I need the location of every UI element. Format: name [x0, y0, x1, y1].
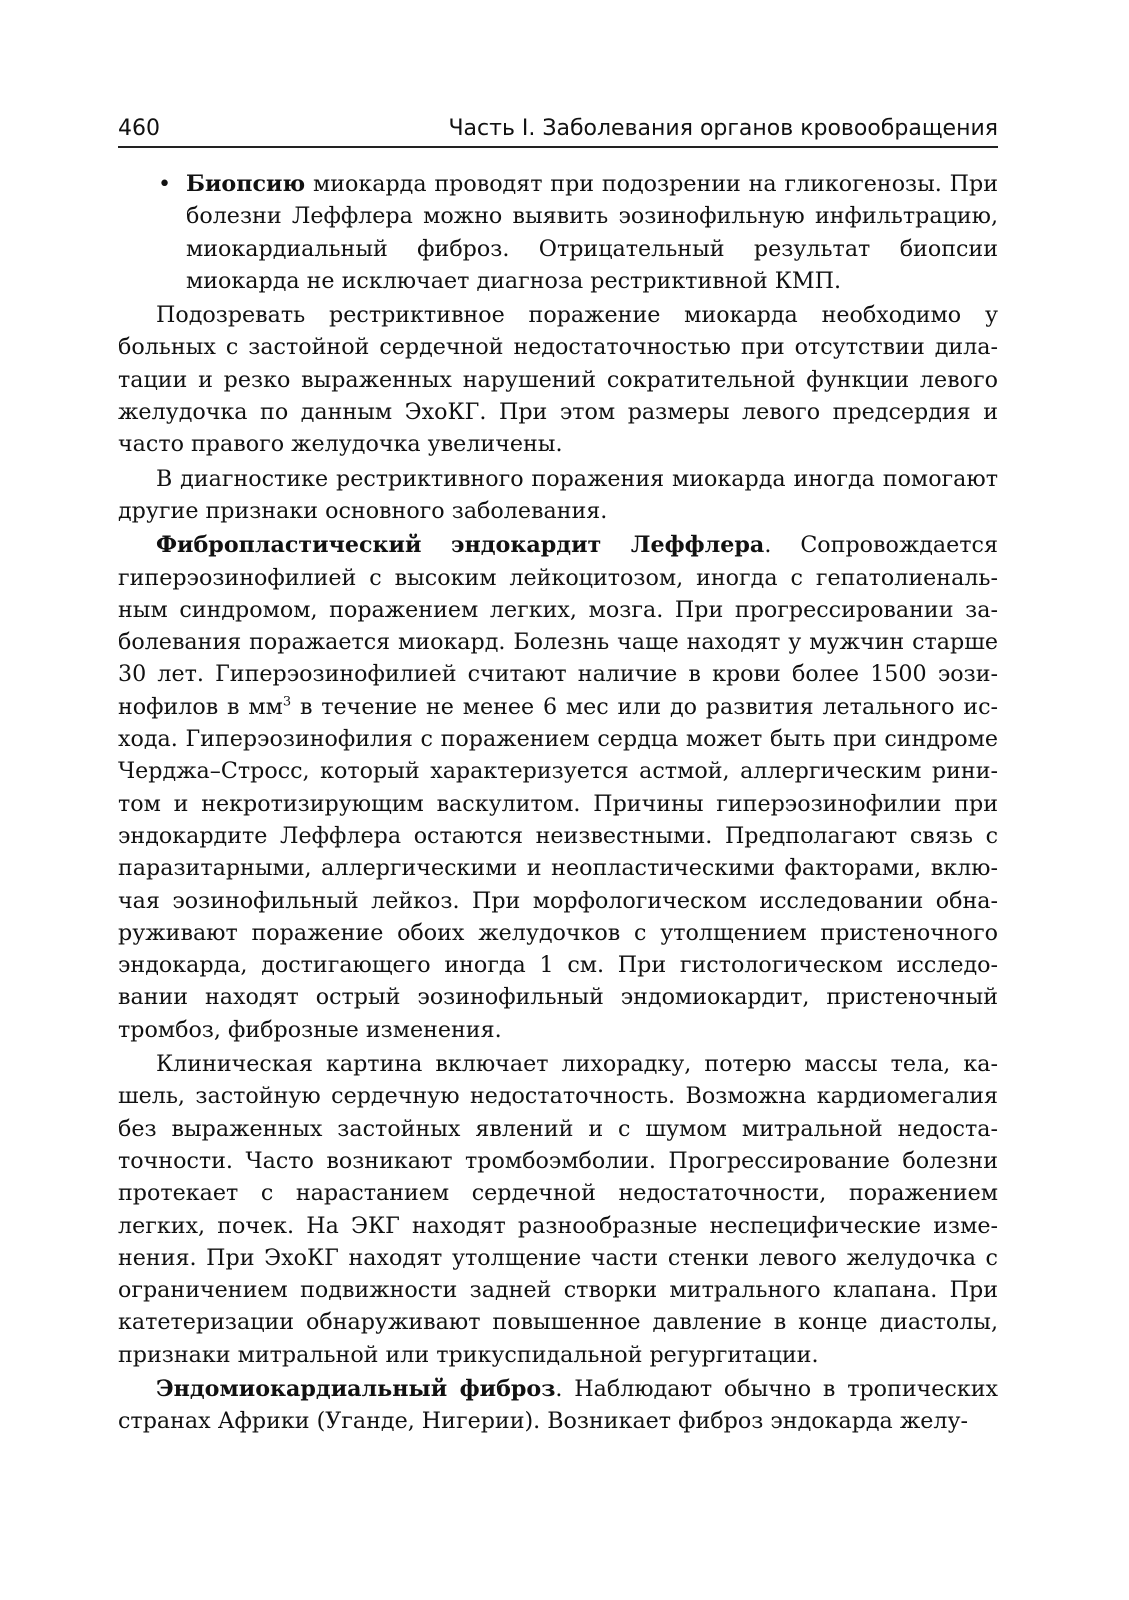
- bullet-marker: •: [158, 171, 172, 197]
- paragraph-diagnostics: В диагностике рестриктивного поражения миокарда иногда помогают другие признаки основного заболевания.: [118, 465, 998, 524]
- bullet-term: Биопсию: [186, 171, 306, 197]
- paragraph-restrictive-suspicion: Подозревать рестриктивное поражение миокарда необходимо у больных с застойной сердечной недостаточностью при отсутствии дилатации и резко выраженных нарушений сократительной функции левого желудочка по данным ЭхоКГ. При этом размеры левого предсердия и часто правого желудочка увеличены.: [118, 302, 998, 458]
- loeffler-text-a: . Сопровождается гиперэозинофилией с высоким лейкоцитозом, иногда с гепатолиенальным синдромом, поражением легких, мозга. При прогрессировании заболевания поражается миокард. Болезнь чаще находят у мужчин старше 30 лет. Гиперэозинофилией считают наличие в крови более 1500 эозинофилов в мм: [118, 532, 998, 720]
- paragraph-loeffler: [118, 529, 998, 1046]
- term-endomyocardial-fibrosis: Эндомиокардиальный фиброз: [156, 1375, 556, 1402]
- superscript-3: 3: [282, 694, 292, 710]
- loeffler-text-b: в течение не менее 6 мес или до развития летального исхода. Гиперэозинофилия с поражением сердца может быть при синдроме Черджа–Стросс, который характеризуется астмой, аллергическим ринитом и некротизирующим васкулитом. Причины гиперэозинофилии при эндокардите Леффлера остаются неизвестными. Предполагают связь с паразитарными, аллергическими и неопластическими факторами, включая эозинофильный лейкоз. При морфологическом исследовании обнаруживают поражение обоих желудочков с утолщением пристеночного эндокарда, достигающего иногда 1 см. При гистологическом исследовании находят острый эозинофильный эндомиокардит, пристеночный тромбоз, фиброзные изменения.: [118, 693, 999, 1043]
- paragraph-endomyocardial-fibrosis: [118, 1373, 998, 1438]
- running-title: Часть I. Заболевания органов кровообращения: [448, 116, 998, 141]
- term-loeffler: Фибропластический эндокардит Леффлера: [156, 532, 765, 559]
- paragraph-clinical-picture: Клиническая картина включает лихорадку, потерю массы тела, кашель, застойную сердечную недостаточность. Возможна кардиомегалия без выраженных застойных явлений и с шумом митральной недостаточности. Часто возникают тромбоэмболии. Прогрессирование болезни протекает с нарастанием сердечной недостаточности, поражением легких, почек. На ЭКГ находят разнообразные неспецифические изменения. При ЭхоКГ находят утолщение части стенки левого желудочка с ограничением подвижности задней створки митрального клапана. При катетеризации обнаруживают повышенное давление в конце диастолы, признаки митральной или трикуспидальной регургитации.: [118, 1051, 998, 1368]
- page-body: [118, 168, 998, 1438]
- page-number: 460: [118, 116, 160, 141]
- running-header: [118, 108, 998, 148]
- bullet-item-biopsy: [118, 168, 998, 297]
- endomyocardial-text: . Наблюдают обычно в тропических странах Африки (Уганде, Нигерии). Возникает фиброз эндокарда желу-: [118, 1375, 998, 1435]
- bullet-text: миокарда проводят при подозрении на гликогенозы. При болезни Леффлера можно выявить эозинофильную инфильтрацию, миокардиальный фиброз. Отрицательный результат биопсии миокарда не исключает диагноза рестриктивной КМП.: [186, 171, 998, 294]
